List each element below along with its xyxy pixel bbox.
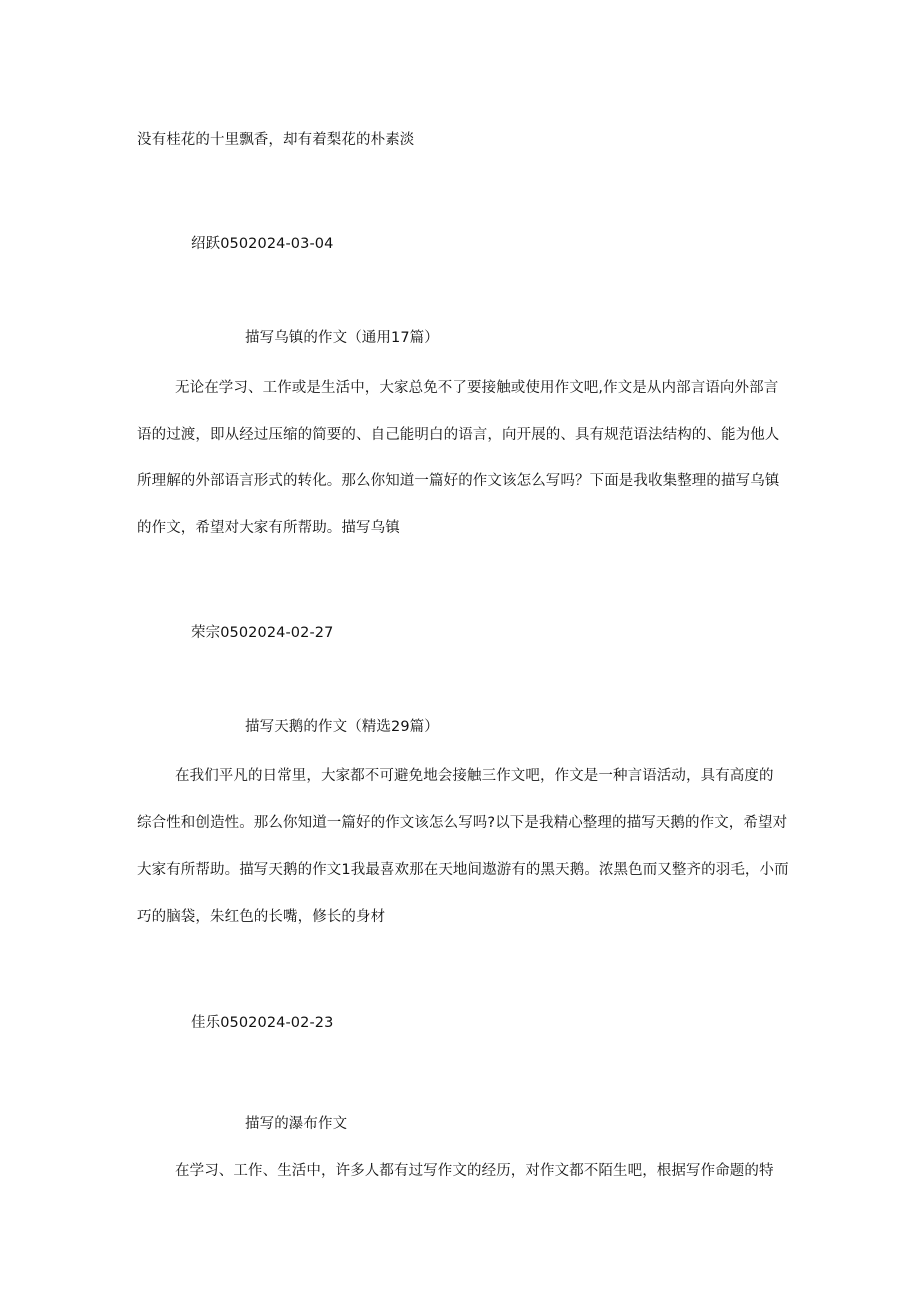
entry-body-line: 的作文，希望对大家有所帮助。描写乌镇	[137, 520, 400, 536]
entry-body-line: 在学习、工作、生活中，许多人都有过写作文的经历，对作文都不陌生吧，根据写作命题的特	[175, 1163, 774, 1179]
entry-body-line: 在我们平凡的日常里，大家都不可避免地会接触三作文吧，作文是一种言语活动，具有高度的	[175, 768, 774, 784]
entry-body-line: 语的过渡，即从经过压缩的简要的、自己能明白的语言，向开展的、具有规范语法结构的、能为他人	[137, 427, 780, 443]
entry-title[interactable]: 描写的瀑布作文	[245, 1116, 348, 1132]
entry-body-line: 无论在学习、工作或是生活中，大家总免不了要接触或使用作文吧,作文是从内部言语向外部言	[175, 380, 779, 396]
entry-title[interactable]: 描写乌镇的作文（通用17篇）	[245, 330, 439, 346]
entry-body-line: 大家有所帮助。描写天鹅的作文1我最喜欢那在天地间遨游有的黑天鹅。浓黑色而又整齐的羽毛，小而	[137, 862, 789, 878]
entry-title[interactable]: 描写天鹅的作文（精选29篇）	[245, 719, 439, 735]
entry-meta: 荣宗0502024-02-27	[191, 625, 334, 641]
intro-tail-text: 没有桂花的十里飘香，却有着梨花的朴素淡	[137, 132, 415, 148]
entry-meta: 佳乐0502024-02-23	[191, 1015, 334, 1031]
entry-meta: 绍跃0502024-03-04	[191, 236, 334, 252]
entry-body-line: 综合性和创造性。那么你知道一篇好的作文该怎么写吗?以下是我精心整理的描写天鹅的作文，希望对	[137, 815, 788, 831]
entry-body-line: 巧的脑袋，朱红色的长嘴，修长的身材	[137, 909, 386, 925]
entry-body-line: 所理解的外部语言形式的转化。那么你知道一篇好的作文该怎么写吗？下面是我收集整理的描写乌镇	[137, 473, 780, 489]
